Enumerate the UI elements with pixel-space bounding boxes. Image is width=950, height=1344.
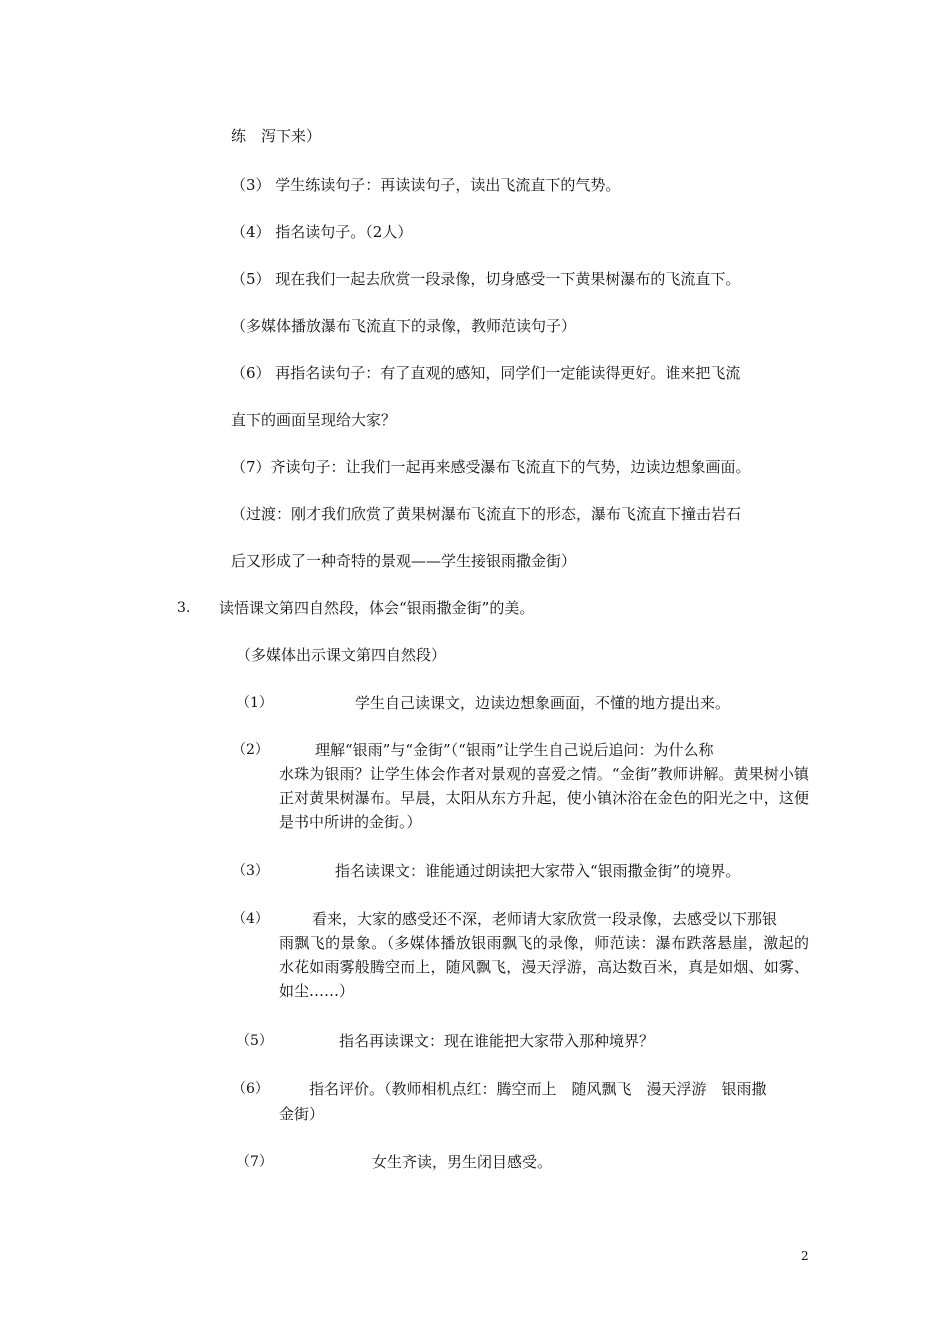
- text-line: （过渡：刚才我们欣赏了黄果树瀑布飞流直下的形态，瀑布飞流直下撞击岩石: [231, 505, 742, 523]
- list-item-number: （2）: [232, 742, 269, 758]
- list-item-continuation: 金街）: [279, 1105, 325, 1123]
- list-item-text: 学生自己读课文，边读边想象画面，不懂的地方提出来。: [355, 694, 731, 712]
- text-line: （6） 再指名读句子：有了直观的感知，同学们一定能读得更好。谁来把飞流: [231, 364, 741, 382]
- text-line: 直下的画面呈现给大家？: [231, 411, 397, 429]
- list-item-number: （1）: [236, 695, 273, 711]
- text-line: （7）齐读句子：让我们一起再来感受瀑布飞流直下的气势，边读边想象画面。: [231, 458, 751, 476]
- page-number: 2: [801, 1249, 809, 1263]
- list-item-continuation: 水珠为银雨？让学生体会作者对景观的喜爱之情。“金街”教师讲解。黄果树小镇正对黄果树瀑布。早晨，太阳从东方升起，使小镇沐浴在金色的阳光之中，这便是书中所讲的金街。）: [279, 765, 809, 831]
- text-line: （多媒体播放瀑布飞流直下的录像，教师范读句子）: [231, 317, 577, 335]
- list-item-text: 女生齐读，男生闭目感受。: [372, 1153, 553, 1171]
- list-item-number: （4）: [232, 911, 269, 927]
- list-item-text: 看来，大家的感受还不深，老师请大家欣赏一段录像，去感受以下那银: [312, 910, 778, 928]
- text-line: （3） 学生练读句子：再读读句子，读出飞流直下的气势。: [231, 176, 621, 194]
- list-item-text: 指名读课文：谁能通过朗读把大家带入“银雨撒金街”的境界。: [335, 862, 741, 880]
- text-line: 后又形成了一种奇特的景观——学生接银雨撒金街）: [231, 552, 577, 570]
- list-item-number: （6）: [232, 1081, 269, 1097]
- list-item-text: 指名再读课文：现在谁能把大家带入那种境界？: [339, 1032, 655, 1050]
- text-line: （5） 现在我们一起去欣赏一段录像，切身感受一下黄果树瀑布的飞流直下。: [231, 270, 741, 288]
- list-item-number: （5）: [236, 1033, 273, 1049]
- list-item-text: 理解“银雨”与“金街”（“银雨”让学生自己说后追问：为什么称: [315, 741, 714, 759]
- text-line: 练 泻下来）: [231, 127, 322, 145]
- list-item-number: （3）: [232, 863, 269, 879]
- section-title: 读悟课文第四自然段，体会“银雨撒金街”的美。: [219, 599, 535, 617]
- list-item-continuation: 雨飘飞的景象。（多媒体播放银雨飘飞的录像，师范读：瀑布跌落悬崖，激起的水花如雨雾般腾空而上，随风飘飞，漫天浮游，高达数百米，真是如烟、如雾、如尘……）: [279, 934, 809, 1000]
- section-intro: （多媒体出示课文第四自然段）: [236, 646, 447, 664]
- list-item-text: 指名评价。（教师相机点红：腾空而上 随风飘飞 漫天浮游 银雨撒: [309, 1080, 767, 1098]
- text-line: （4） 指名读句子。（2人）: [231, 223, 413, 241]
- list-item-number: （7）: [236, 1154, 273, 1170]
- section-number: 3.: [177, 600, 191, 616]
